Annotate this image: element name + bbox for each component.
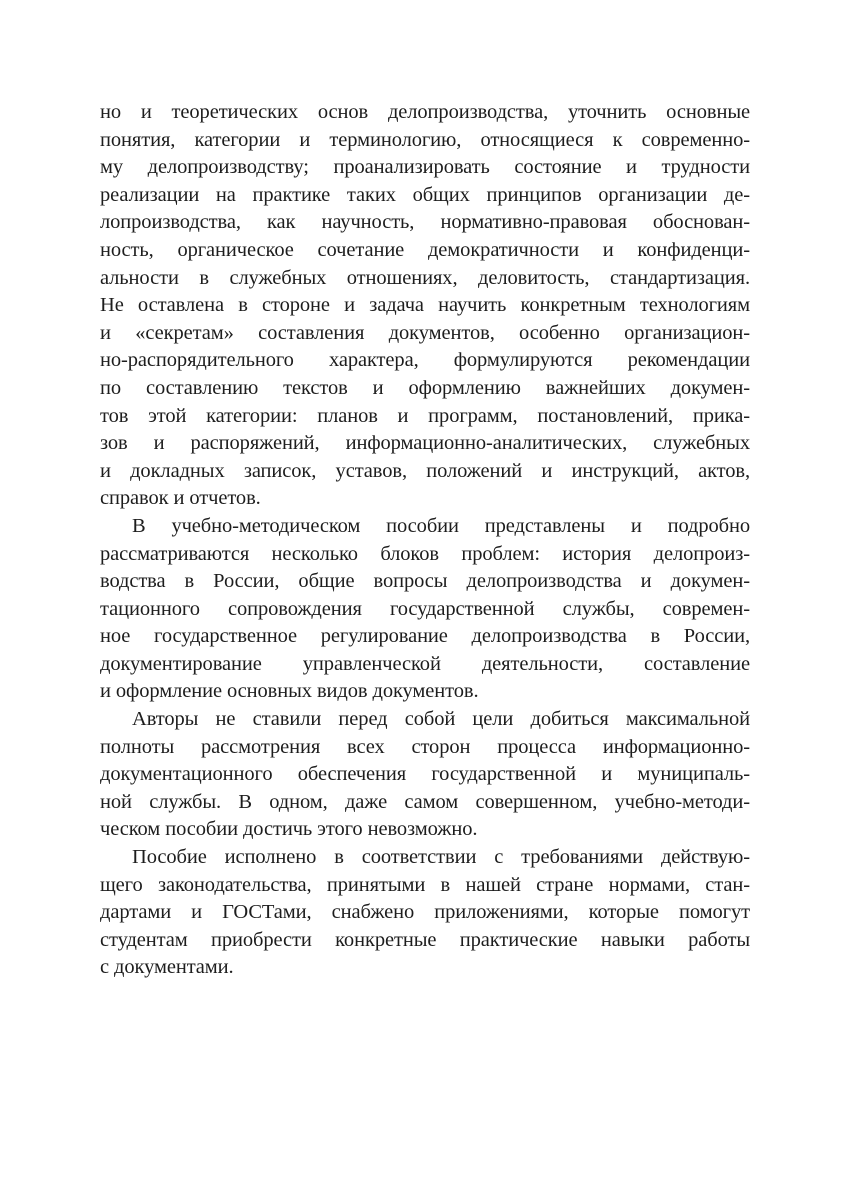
text-line: но и теоретических основ делопроизводства, уточнить основные [100,101,750,123]
text-line: понятия, категории и терминологию, относящиеся к современно- [100,128,750,151]
paragraph-3 [100,706,750,844]
text-line: и оформление основных видов документов. [100,680,479,703]
text-line: полноты рассмотрения всех сторон процесса информационно- [100,735,750,758]
text-line: документационного обеспечения государственной и муниципаль- [100,763,750,786]
text-line: справок и отчетов. [100,487,261,510]
text-line: реализации на практике таких общих принципов организации де- [100,183,750,206]
text-line: тов этой категории: планов и программ, постановлений, прика- [100,404,750,427]
text-line: Авторы не ставили перед собой цели добиться максимальной [132,708,750,731]
text-line: с документами. [100,956,234,979]
text-line: ной службы. В одном, даже самом совершенном, учебно-методи- [100,790,750,813]
text-line: водства в России, общие вопросы делопроизводства и докумен- [100,570,750,593]
text-line: рассматриваются несколько блоков проблем: история делопроиз- [100,542,750,565]
text-line: Не оставлена в стороне и задача научить конкретным технологиям [100,294,750,317]
text-line: Пособие исполнено в соответствии с требованиями действую- [132,846,750,869]
text-line: ное государственное регулирование делопроизводства в России, [100,625,750,648]
text-line: ность, органическое сочетание демократичности и конфиденци- [100,238,750,261]
text-line: В учебно-методическом пособии представлены и подробно [132,514,750,537]
text-line: но-распорядительного характера, формулируются рекомендации [100,349,750,372]
text-line: альности в служебных отношениях, деловитость, стандартизация. [100,266,750,289]
text-line: лопроизводства, как научность, нормативно-правовая обоснован- [100,211,750,234]
text-line: му делопроизводству; проанализировать состояние и трудности [100,156,750,179]
paragraph-2 [100,513,750,706]
text-line: студентам приобрести конкретные практические навыки работы [100,928,750,951]
text-line: дартами и ГОСТами, снабжено приложениями, которые помогут [100,901,750,924]
text-line: документирование управленческой деятельности, составление [100,652,750,675]
paragraph-4 [100,844,750,982]
paragraph-1 [100,99,750,513]
text-line: тационного сопровождения государственной службы, современ- [100,597,750,620]
text-line: и «секретам» составления документов, особенно организацион- [100,321,750,344]
text-line: щего законодательства, принятыми в нашей стране нормами, стан- [100,873,750,896]
text-line: по составлению текстов и оформлению важнейших докумен- [100,376,750,399]
text-line: и докладных записок, уставов, положений и инструкций, актов, [100,459,750,482]
text-line: ческом пособии достичь этого невозможно. [100,818,478,841]
text-line: зов и распоряжений, информационно-аналитических, служебных [100,432,750,455]
document-page [100,99,750,982]
